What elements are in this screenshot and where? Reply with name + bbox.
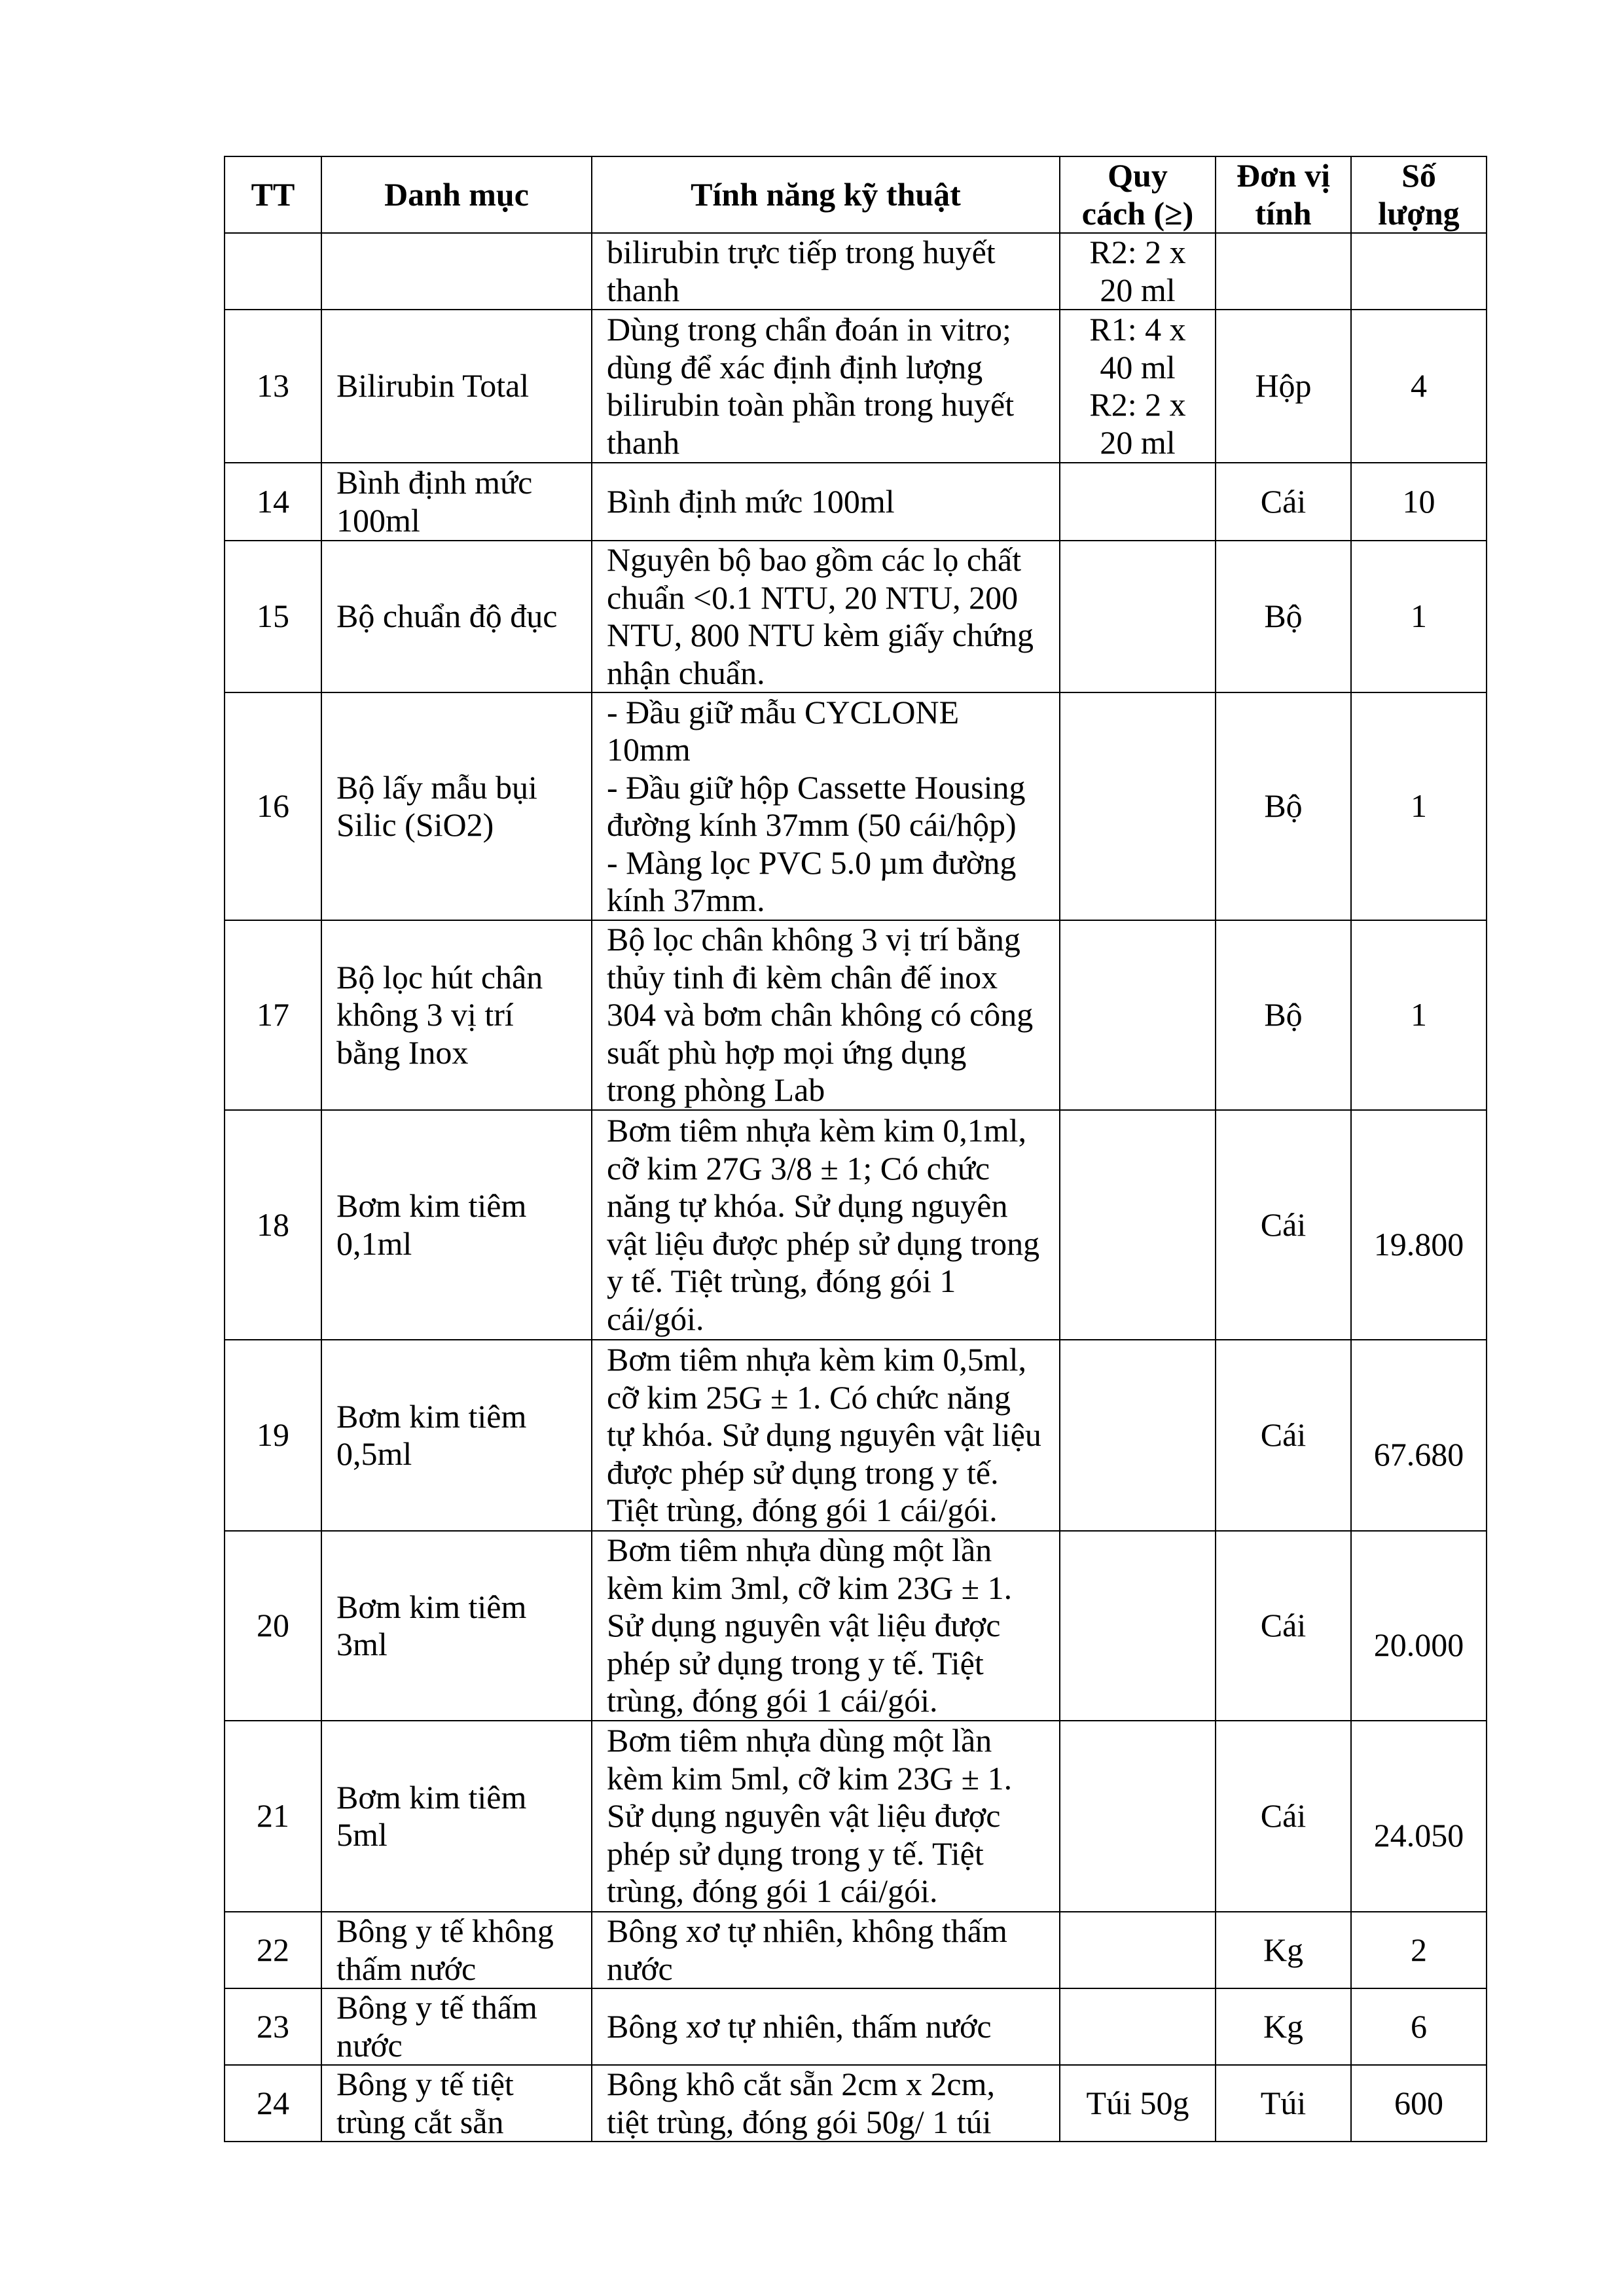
cell-don-vi: Cái xyxy=(1216,1340,1351,1531)
table-row xyxy=(225,1721,1487,1912)
cell-quy-cach xyxy=(1060,463,1216,541)
cell-tt: 24 xyxy=(225,2065,321,2142)
cell-don-vi xyxy=(1216,233,1351,310)
cell-don-vi: Cái xyxy=(1216,463,1351,541)
cell-so-luong: 19.800 xyxy=(1351,1110,1487,1340)
cell-danh-muc: Bộ lọc hút chân không 3 vị trí bằng Inox xyxy=(321,920,592,1110)
cell-don-vi: Hộp xyxy=(1216,310,1351,463)
cell-don-vi: Bộ xyxy=(1216,541,1351,692)
cell-quy-cach: Túi 50g xyxy=(1060,2065,1216,2142)
cell-tinh-nang: Bình định mức 100ml xyxy=(592,463,1060,541)
cell-quy-cach xyxy=(1060,692,1216,920)
cell-danh-muc: Bilirubin Total xyxy=(321,310,592,463)
cell-so-luong: 4 xyxy=(1351,310,1487,463)
cell-tt: 20 xyxy=(225,1531,321,1721)
cell-danh-muc: Bơm kim tiêm 0,5ml xyxy=(321,1340,592,1531)
cell-danh-muc: Bông y tế thấm nước xyxy=(321,1988,592,2065)
cell-quy-cach xyxy=(1060,1912,1216,1988)
cell-tt: 17 xyxy=(225,920,321,1110)
cell-so-luong: 1 xyxy=(1351,920,1487,1110)
cell-tinh-nang: Bông xơ tự nhiên, thấm nước xyxy=(592,1988,1060,2065)
table-row xyxy=(225,463,1487,541)
header-danh-muc: Danh mục xyxy=(321,156,592,233)
cell-tinh-nang: Bơm tiêm nhựa kèm kim 0,5ml, cỡ kim 25G ± 1. Có chức năng tự khóa. Sử dụng nguyên vật liệu được phép sử dụng trong y tế. Tiệt trùng, đóng gói 1 cái/gói. xyxy=(592,1340,1060,1531)
cell-quy-cach xyxy=(1060,1340,1216,1531)
cell-tt: 21 xyxy=(225,1721,321,1912)
cell-tinh-nang: Dùng trong chẩn đoán in vitro; dùng để xác định định lượng bilirubin toàn phần trong huyết thanh xyxy=(592,310,1060,463)
cell-tinh-nang: - Đầu giữ mẫu CYCLONE 10mm - Đầu giữ hộp Cassette Housing đường kính 37mm (50 cái/hộp) - Màng lọc PVC 5.0 µm đường kính 37mm. xyxy=(592,692,1060,920)
cell-don-vi: Kg xyxy=(1216,1912,1351,1988)
cell-so-luong: 1 xyxy=(1351,692,1487,920)
cell-don-vi: Cái xyxy=(1216,1110,1351,1340)
cell-tt xyxy=(225,233,321,310)
cell-don-vi: Bộ xyxy=(1216,920,1351,1110)
cell-don-vi: Cái xyxy=(1216,1721,1351,1912)
cell-quy-cach: R1: 4 x 40 ml R2: 2 x 20 ml xyxy=(1060,310,1216,463)
cell-so-luong: 67.680 xyxy=(1351,1340,1487,1531)
table-row xyxy=(225,310,1487,463)
cell-tt: 15 xyxy=(225,541,321,692)
cell-danh-muc: Bộ lấy mẫu bụi Silic (SiO2) xyxy=(321,692,592,920)
table-row xyxy=(225,2065,1487,2142)
cell-tinh-nang: Bơm tiêm nhựa dùng một lần kèm kim 3ml, cỡ kim 23G ± 1. Sử dụng nguyên vật liệu được phép sử dụng trong y tế. Tiệt trùng, đóng gói 1 cái/gói. xyxy=(592,1531,1060,1721)
cell-don-vi: Túi xyxy=(1216,2065,1351,2142)
cell-tt: 13 xyxy=(225,310,321,463)
cell-tt: 14 xyxy=(225,463,321,541)
cell-so-luong: 10 xyxy=(1351,463,1487,541)
cell-tt: 18 xyxy=(225,1110,321,1340)
table-row xyxy=(225,1340,1487,1531)
cell-quy-cach xyxy=(1060,1988,1216,2065)
cell-tinh-nang: Bông xơ tự nhiên, không thấm nước xyxy=(592,1912,1060,1988)
cell-tt: 16 xyxy=(225,692,321,920)
cell-tinh-nang: Nguyên bộ bao gồm các lọ chất chuẩn <0.1 NTU, 20 NTU, 200 NTU, 800 NTU kèm giấy chứng nhận chuẩn. xyxy=(592,541,1060,692)
header-tinh-nang: Tính năng kỹ thuật xyxy=(592,156,1060,233)
cell-danh-muc: Bộ chuẩn độ đục xyxy=(321,541,592,692)
cell-don-vi: Bộ xyxy=(1216,692,1351,920)
cell-tt: 23 xyxy=(225,1988,321,2065)
header-quy-cach: Quy cách (≥) xyxy=(1060,156,1216,233)
table-row xyxy=(225,1531,1487,1721)
cell-danh-muc: Bông y tế không thấm nước xyxy=(321,1912,592,1988)
table-row xyxy=(225,233,1487,310)
cell-so-luong: 24.050 xyxy=(1351,1721,1487,1912)
table-row xyxy=(225,1988,1487,2065)
header-don-vi: Đơn vị tính xyxy=(1216,156,1351,233)
header-so-luong: Số lượng xyxy=(1351,156,1487,233)
cell-don-vi: Cái xyxy=(1216,1531,1351,1721)
table-row xyxy=(225,920,1487,1110)
cell-quy-cach xyxy=(1060,920,1216,1110)
cell-danh-muc: Bông y tế tiệt trùng cắt sẵn xyxy=(321,2065,592,2142)
cell-tinh-nang: bilirubin trực tiếp trong huyết thanh xyxy=(592,233,1060,310)
cell-tinh-nang: Bộ lọc chân không 3 vị trí bằng thủy tinh đi kèm chân đế inox 304 và bơm chân không có công suất phù hợp mọi ứng dụng trong phòng Lab xyxy=(592,920,1060,1110)
cell-danh-muc: Bình định mức 100ml xyxy=(321,463,592,541)
table-row xyxy=(225,1110,1487,1340)
cell-quy-cach xyxy=(1060,1531,1216,1721)
cell-don-vi: Kg xyxy=(1216,1988,1351,2065)
cell-so-luong xyxy=(1351,233,1487,310)
cell-danh-muc: Bơm kim tiêm 0,1ml xyxy=(321,1110,592,1340)
cell-so-luong: 600 xyxy=(1351,2065,1487,2142)
cell-danh-muc xyxy=(321,233,592,310)
cell-quy-cach xyxy=(1060,1721,1216,1912)
cell-tinh-nang: Bơm tiêm nhựa dùng một lần kèm kim 5ml, cỡ kim 23G ± 1. Sử dụng nguyên vật liệu được phép sử dụng trong y tế. Tiệt trùng, đóng gói 1 cái/gói. xyxy=(592,1721,1060,1912)
cell-danh-muc: Bơm kim tiêm 3ml xyxy=(321,1531,592,1721)
cell-quy-cach xyxy=(1060,541,1216,692)
cell-tt: 22 xyxy=(225,1912,321,1988)
cell-tinh-nang: Bông khô cắt sẵn 2cm x 2cm, tiệt trùng, đóng gói 50g/ 1 túi xyxy=(592,2065,1060,2142)
cell-so-luong: 2 xyxy=(1351,1912,1487,1988)
cell-danh-muc: Bơm kim tiêm 5ml xyxy=(321,1721,592,1912)
cell-quy-cach: R2: 2 x 20 ml xyxy=(1060,233,1216,310)
cell-quy-cach xyxy=(1060,1110,1216,1340)
cell-so-luong: 1 xyxy=(1351,541,1487,692)
table-header-row xyxy=(225,156,1487,233)
table-row xyxy=(225,1912,1487,1988)
table-row xyxy=(225,692,1487,920)
header-tt: TT xyxy=(225,156,321,233)
items-table xyxy=(224,156,1487,2142)
cell-tt: 19 xyxy=(225,1340,321,1531)
cell-so-luong: 6 xyxy=(1351,1988,1487,2065)
table-row xyxy=(225,541,1487,692)
cell-so-luong: 20.000 xyxy=(1351,1531,1487,1721)
cell-tinh-nang: Bơm tiêm nhựa kèm kim 0,1ml, cỡ kim 27G 3/8 ± 1; Có chức năng tự khóa. Sử dụng nguyên vật liệu được phép sử dụng trong y tế. Tiệt trùng, đóng gói 1 cái/gói. xyxy=(592,1110,1060,1340)
